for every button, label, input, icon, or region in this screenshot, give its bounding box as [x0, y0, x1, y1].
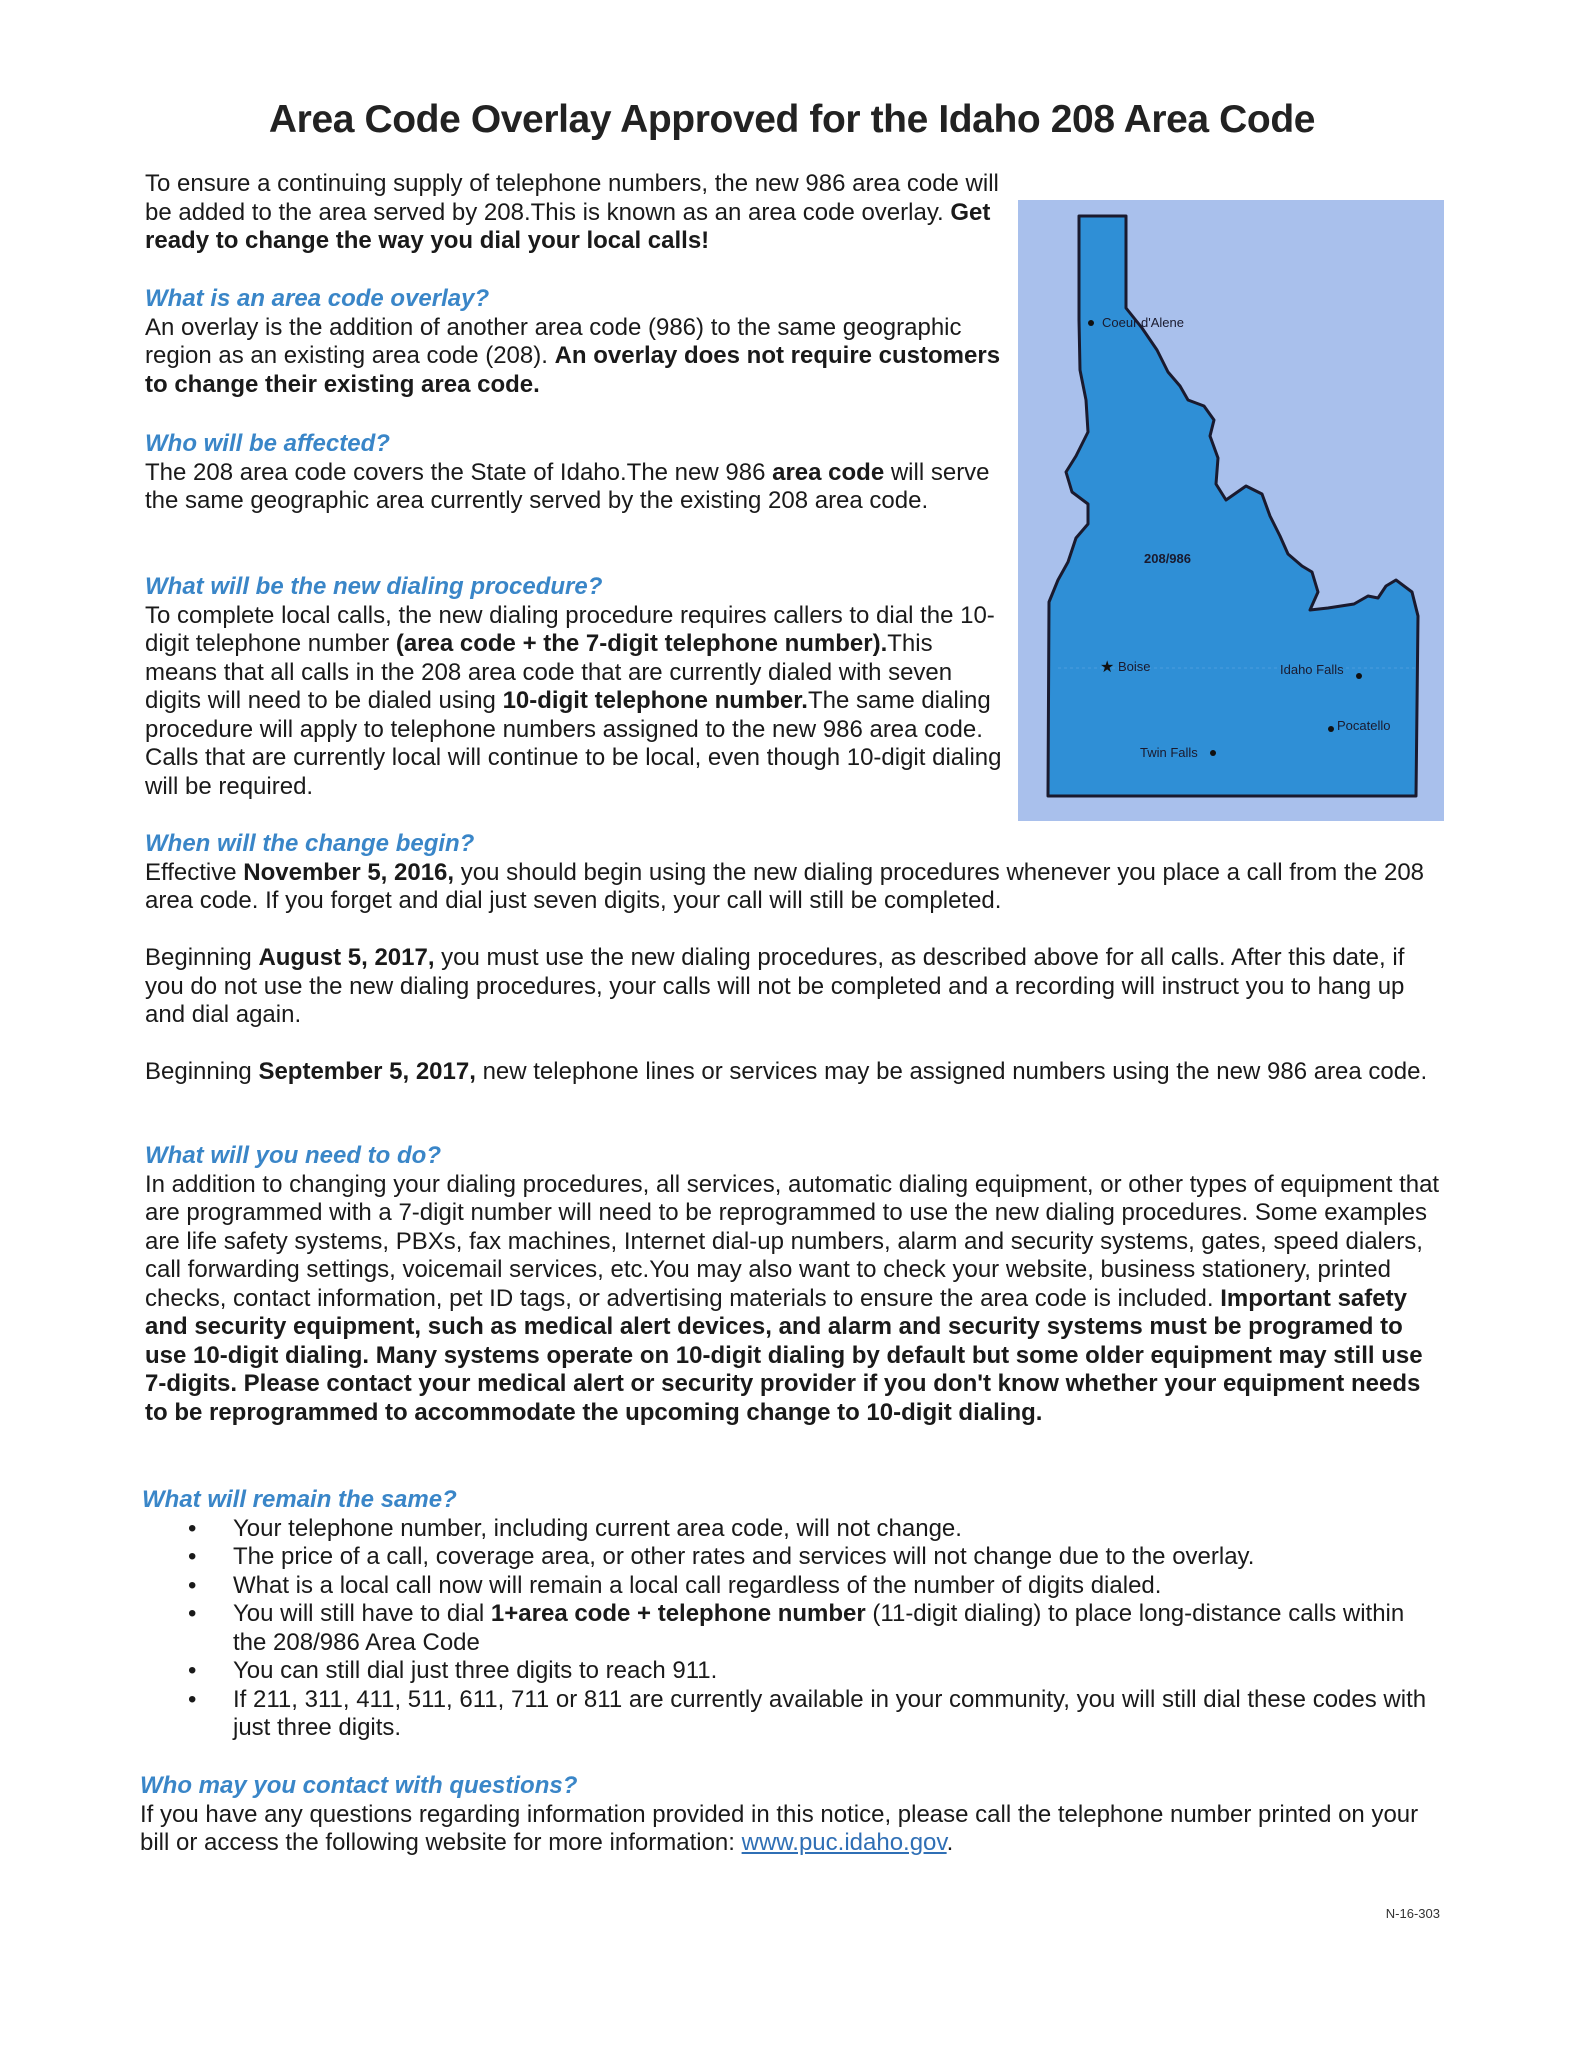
procedure-section: What will be the new dialing procedure? To complete local calls, the new dialing procedure requires callers to dial the 10-digit telephone number (area code + the 7-digit telephone number).This means that all calls in the 208 area code that are currently dialed with seven digits will need to be dialed using 10-digit telephone number.The same dialing procedure will apply to telephone numbers assigned to the new 986 area code. Calls that are currently local will continue to be local, even though 10-digit dialing will be required.: [145, 573, 1010, 801]
begin-section: [145, 830, 1445, 916]
page-title: Area Code Overlay Approved for the Idaho 208 Area Code: [268, 98, 1316, 141]
same-section: [142, 1486, 1442, 1743]
list-item: • Your telephone number, including current area code, will not change.: [188, 1514, 962, 1542]
affected-heading: Who will be affected?: [145, 430, 390, 457]
overlay-heading: What is an area code overlay?: [145, 285, 490, 312]
puc-website-link[interactable]: www.puc.idaho.gov: [741, 1829, 947, 1856]
idaho-map: [1018, 200, 1444, 821]
list-item: • The price of a call, coverage area, or other rates and services will not change due to the overlay.: [188, 1543, 1255, 1570]
city-coeur-dalene: Coeur d'Alene: [1102, 315, 1184, 330]
idaho-state-shape: [1018, 200, 1444, 821]
list-item: • What is a local call now will remain a local call regardless of the number of digits dialed.: [188, 1571, 1162, 1599]
same-list: [142, 1515, 1442, 1743]
begin-heading: When will the change begin?: [145, 830, 475, 857]
begin-paragraph-2: Beginning August 5, 2017, you must use the new dialing procedures, as described above for all calls. After this date, if you do not use the new dialing procedures, your calls will not be completed and a recording will instruct you to hang up and dial again.: [145, 944, 1405, 1028]
document-code: N-16-303: [1385, 1906, 1440, 1921]
city-boise: Boise: [1118, 659, 1151, 674]
city-twin-falls: Twin Falls: [1140, 745, 1198, 760]
contact-heading: Who may you contact with questions?: [140, 1772, 578, 1799]
affected-section: Who will be affected? The 208 area code covers the State of Idaho.The new 986 area code will serve the same geographic area currently served by the existing 208 area code.: [145, 430, 1015, 516]
list-item: • You can still dial just three digits to reach 911.: [188, 1657, 718, 1684]
city-pocatello: Pocatello: [1337, 718, 1391, 733]
twin-falls-dot: [1210, 750, 1216, 756]
same-heading: What will remain the same?: [142, 1486, 457, 1513]
map-area-label: 208/986: [1144, 551, 1191, 566]
begin-paragraph-1: Effective November 5, 2016, you should begin using the new dialing procedures whenever you place a call from the 208 area code. If you forget and dial just seven digits, your call will still be completed.: [145, 858, 1425, 914]
pocatello-dot: [1328, 726, 1334, 732]
capital-star-icon: ★: [1100, 657, 1115, 676]
todo-heading: What will you need to do?: [145, 1142, 441, 1169]
coeur-dalene-dot: [1088, 320, 1094, 326]
begin-paragraph-3: Beginning September 5, 2017, new telephone lines or services may be assigned numbers using the new 986 area code.: [145, 1058, 1428, 1085]
list-item: • If 211, 311, 411, 511, 611, 711 or 811 are currently available in your community, you will still dial these codes with just three digits.: [188, 1685, 1427, 1741]
idaho-falls-dot: [1356, 673, 1362, 679]
city-idaho-falls: Idaho Falls: [1280, 662, 1344, 677]
overlay-section: What is an area code overlay? An overlay is the addition of another area code (986) to the same geographic region as an existing area code (208). An overlay does not require customers to change their existing area code.: [145, 285, 1005, 399]
procedure-heading: What will be the new dialing procedure?: [145, 573, 603, 600]
todo-section: What will you need to do? In addition to changing your dialing procedures, all services, automatic dialing equipment, or other types of equipment that are programmed with a 7-digit number will need to be reprogrammed to use the new dialing procedures. Some examples are life safety systems, PBXs, fax machines, Internet dial-up numbers, alarm and security systems, gates, speed dialers, call forwarding settings, voicemail services, etc.You may also want to check your website, business stationery, printed checks, contact information, pet ID tags, or advertising materials to ensure the area code is included. Important safety and security equipment, such as medical alert devices, and alarm and security systems must be programed to use 10-digit dialing. Many systems operate on 10-digit dialing by default but some older equipment may still use 7-digits. Please contact your medical alert or security provider if you don't know whether your equipment needs to be reprogrammed to accommodate the upcoming change to 10-digit dialing.: [145, 1142, 1445, 1427]
contact-section: Who may you contact with questions? If you have any questions regarding information provided in this notice, please call the telephone number printed on your bill or access the following website for more information: www.puc.idaho.gov.: [140, 1772, 1440, 1858]
intro-paragraph: To ensure a continuing supply of telephone numbers, the new 986 area code will be added to the area served by 208.This is known as an area code overlay. Get ready to change the way you dial your local calls!: [145, 170, 999, 254]
list-item: • You will still have to dial 1+area code + telephone number (11-digit dialing) to place long-distance calls within the 208/986 Area Code: [188, 1600, 1405, 1656]
